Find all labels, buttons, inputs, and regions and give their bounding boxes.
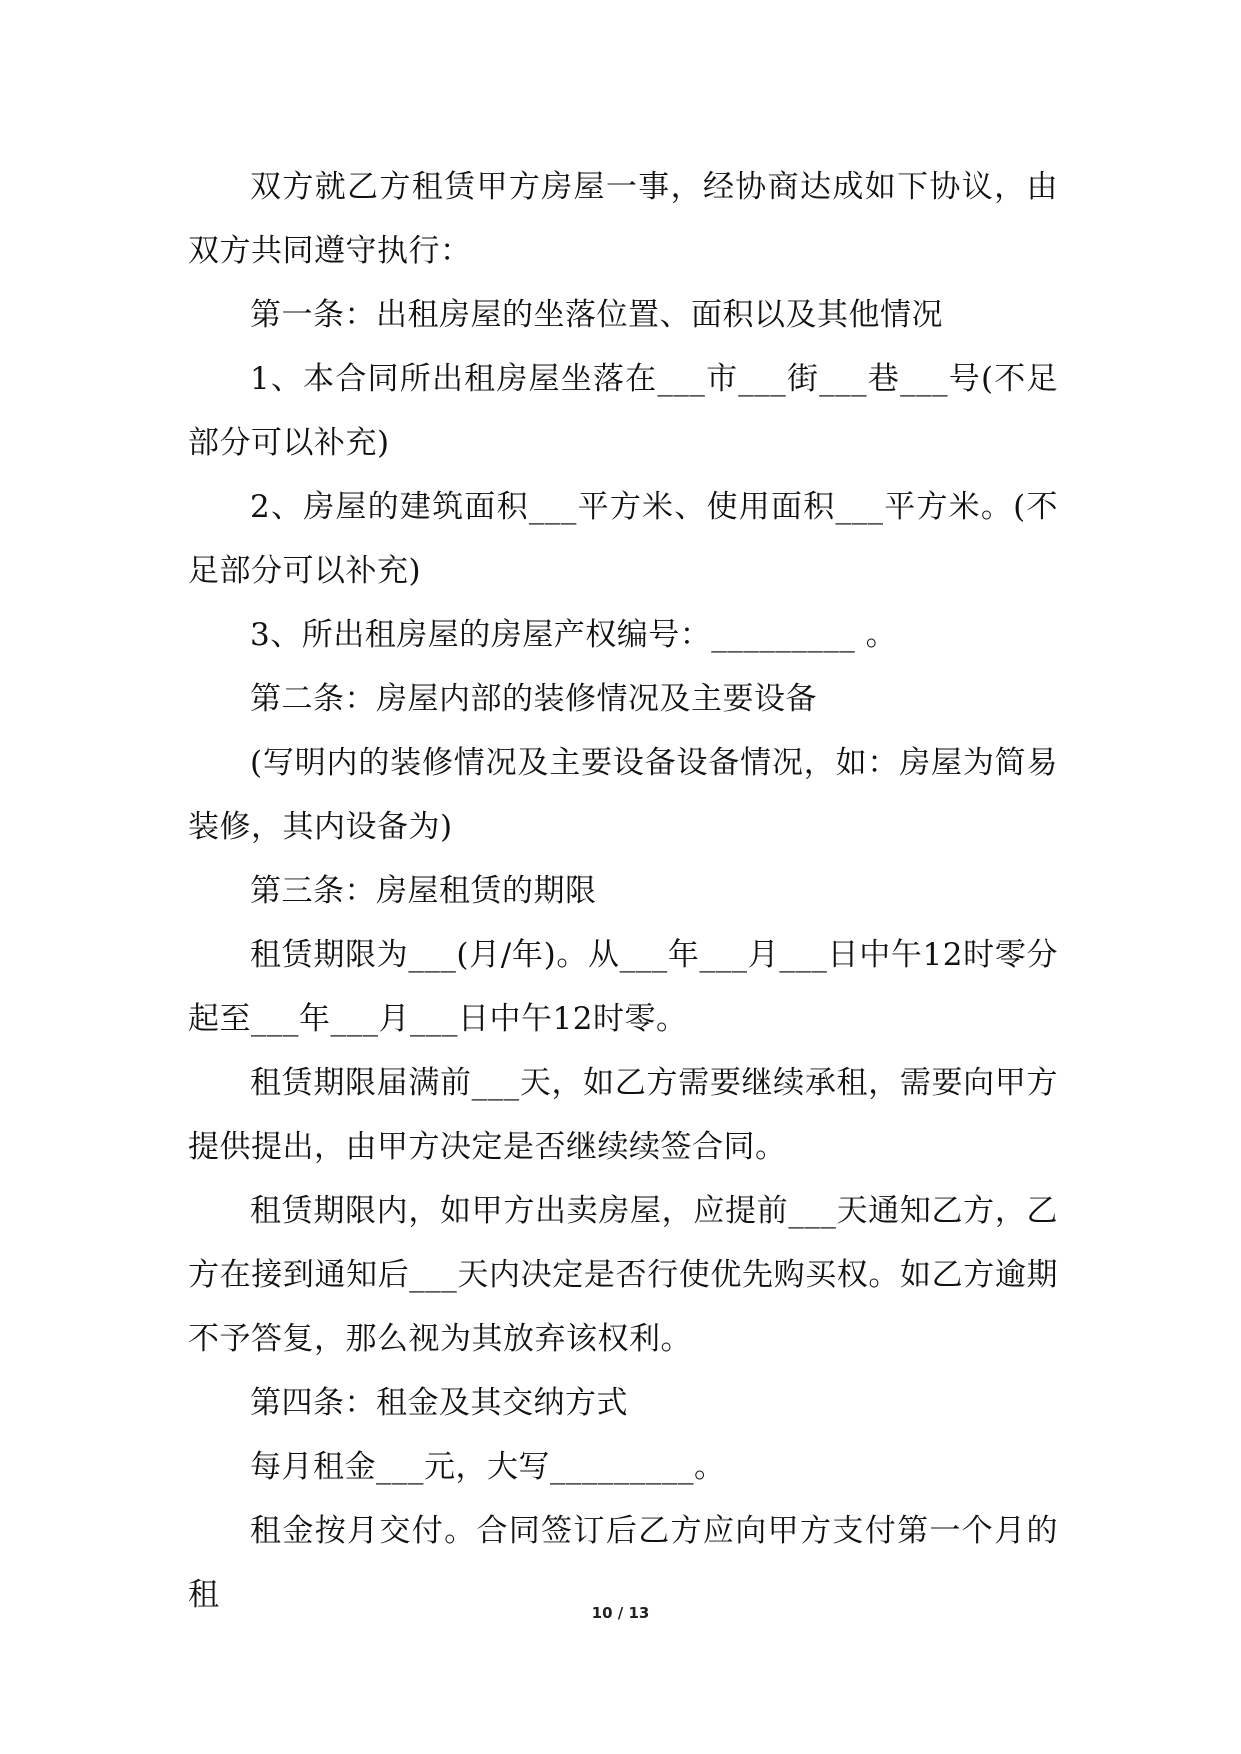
paragraph-monthly-rent: 每月租金___元，大写_________。 <box>250 1449 726 1485</box>
paragraph-preemption: 租赁期限内，如甲方出卖房屋，应提前___天通知乙方，乙方在接到通知后___天内决定是否行使优先购买权。如乙方逾期不予答复，那么视为其放弃该权利。 <box>188 1193 1058 1357</box>
article-4-heading: 第四条：租金及其交纳方式 <box>250 1385 628 1421</box>
paragraph-property-number: 3、所出租房屋的房屋产权编号：_________ 。 <box>250 617 898 653</box>
paragraph-location: 1、本合同所出租房屋坐落在___市___街___巷___号(不足部分可以补充) <box>188 361 1058 461</box>
article-2-heading: 第二条：房屋内部的装修情况及主要设备 <box>250 681 817 717</box>
paragraph-renewal: 租赁期限届满前___天，如乙方需要继续承租，需要向甲方提供提出，由甲方决定是否继续续签合同。 <box>188 1065 1058 1165</box>
paragraph-lease-term: 租赁期限为___(月/年)。从___年___月___日中午12时零分起至___年___月___日中午12时零。 <box>188 937 1058 1037</box>
contract-body <box>188 155 1058 1627</box>
paragraph-intro: 双方就乙方租赁甲方房屋一事，经协商达成如下协议，由双方共同遵守执行： <box>188 169 1058 269</box>
article-1-heading: 第一条：出租房屋的坐落位置、面积以及其他情况 <box>250 297 943 333</box>
paragraph-payment: 租金按月交付。合同签订后乙方应向甲方支付第一个月的租 <box>188 1513 1058 1613</box>
page-number: 10 / 13 <box>591 1604 650 1622</box>
article-3-heading: 第三条：房屋租赁的期限 <box>250 873 597 909</box>
paragraph-area: 2、房屋的建筑面积___平方米、使用面积___平方米。(不足部分可以补充) <box>188 489 1058 589</box>
paragraph-decoration: (写明内的装修情况及主要设备设备情况，如：房屋为简易装修，其内设备为) <box>188 745 1058 845</box>
